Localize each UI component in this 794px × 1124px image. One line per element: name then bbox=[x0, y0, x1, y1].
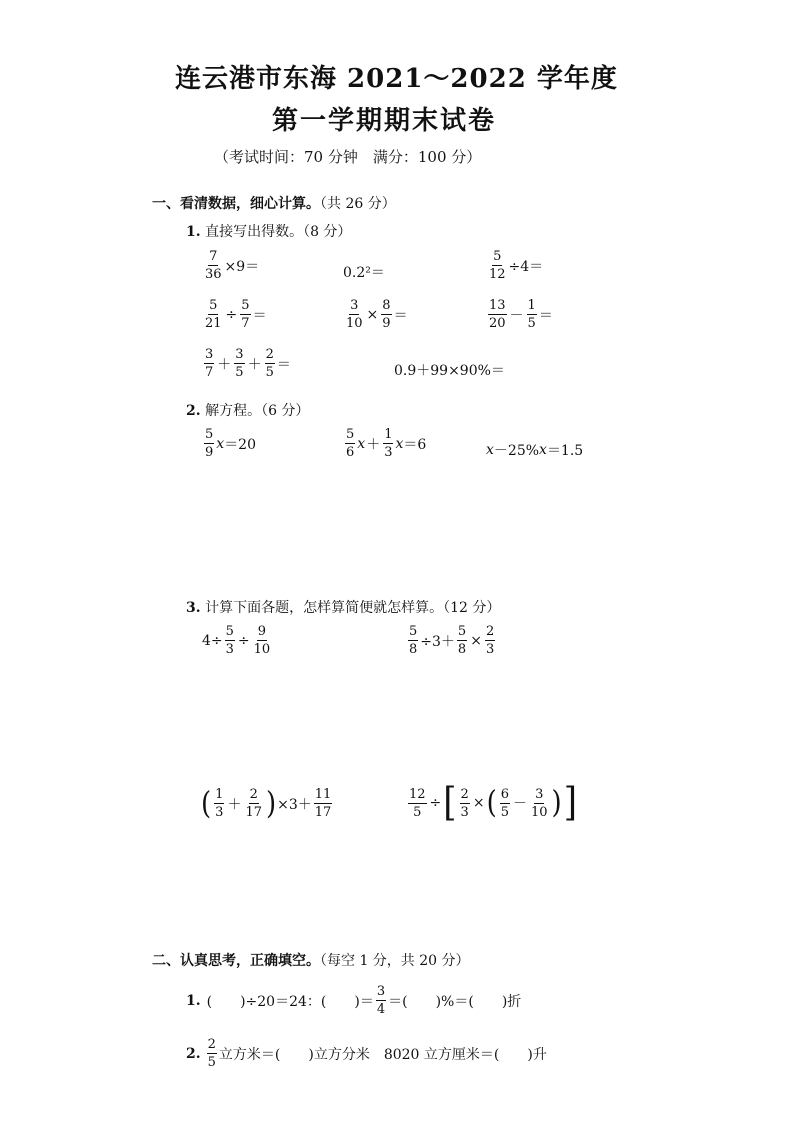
numerator: 2 bbox=[265, 347, 274, 362]
denominator: 5 bbox=[235, 365, 244, 380]
s1-q1-text: 直接写出得数。（8 分） bbox=[205, 224, 352, 240]
s1-q1-number: 1. bbox=[186, 224, 201, 240]
math-text: ÷ bbox=[429, 795, 442, 811]
math-text: ) bbox=[551, 785, 562, 821]
math-text: －25% bbox=[493, 443, 540, 459]
variable: x bbox=[216, 435, 225, 452]
s1-q3-item-c bbox=[200, 785, 334, 822]
s1-q1-item-e bbox=[343, 299, 408, 330]
math-text: ＝1.5 bbox=[546, 443, 584, 459]
denominator: 3 bbox=[485, 642, 495, 657]
math-text: ÷ bbox=[237, 632, 250, 649]
s1-q3-item-a bbox=[202, 625, 273, 656]
numerator: 1 bbox=[384, 427, 393, 442]
math-text: ×3＋ bbox=[277, 796, 312, 813]
fraction bbox=[488, 299, 507, 330]
fraction bbox=[314, 788, 333, 819]
numerator: 2 bbox=[460, 786, 469, 802]
fraction bbox=[500, 788, 510, 819]
s1-q3-prompt bbox=[186, 597, 500, 617]
math-text: × bbox=[366, 306, 379, 323]
math-text: ＋ bbox=[247, 356, 262, 373]
numerator: 3 bbox=[350, 298, 359, 313]
s1-q1-item-f bbox=[486, 299, 553, 330]
fraction bbox=[345, 299, 364, 330]
s1-q2-item-b bbox=[343, 428, 426, 459]
math-text: ＝ bbox=[252, 307, 267, 324]
s1-q3-item-b bbox=[406, 625, 497, 656]
numerator: 5 bbox=[457, 624, 467, 639]
s1-q1-item-a bbox=[202, 250, 259, 281]
math-text: ＝ bbox=[538, 307, 553, 324]
numerator: 1 bbox=[215, 787, 224, 802]
denominator: 9 bbox=[382, 316, 391, 331]
denominator: 9 bbox=[205, 445, 214, 460]
s1-q2-text: 解方程。（6 分） bbox=[205, 403, 310, 419]
variable: x bbox=[357, 435, 366, 452]
math-text: 立方米＝( )立方分米 8020 立方厘米＝( )升 bbox=[218, 1046, 547, 1063]
denominator: 36 bbox=[205, 267, 222, 282]
fraction bbox=[204, 428, 214, 459]
s1-q3-text: 计算下面各题，怎样算简便就怎样算。（12 分） bbox=[205, 600, 501, 616]
numerator: 2 bbox=[485, 624, 495, 639]
fraction bbox=[214, 788, 224, 819]
math-text: ×9＝ bbox=[224, 258, 260, 275]
numerator: 2 bbox=[249, 787, 258, 802]
numerator: 5 bbox=[241, 298, 250, 313]
s1-q1-item-c bbox=[486, 250, 543, 281]
denominator: 5 bbox=[527, 316, 536, 331]
numerator: 9 bbox=[257, 624, 267, 639]
math-text: 0.2²＝ bbox=[343, 265, 385, 281]
exam-title-line2: 第一学期期末试卷 bbox=[272, 106, 497, 136]
fraction bbox=[381, 299, 391, 330]
fraction bbox=[204, 299, 223, 330]
fraction bbox=[485, 625, 495, 656]
numerator: 3 bbox=[205, 347, 214, 362]
denominator: 6 bbox=[346, 445, 355, 460]
denominator: 10 bbox=[531, 804, 548, 820]
numerator: 5 bbox=[225, 624, 234, 639]
fraction bbox=[408, 625, 418, 656]
denominator: 12 bbox=[489, 267, 506, 282]
numerator: 5 bbox=[493, 249, 502, 264]
variable: x bbox=[539, 442, 547, 458]
s1-q2-number: 2. bbox=[186, 403, 201, 419]
denominator: 3 bbox=[384, 445, 393, 460]
math-text: × bbox=[472, 795, 485, 811]
math-text: ÷3＋ bbox=[420, 633, 455, 650]
fraction bbox=[408, 788, 427, 819]
numerator: 5 bbox=[346, 427, 355, 442]
fraction bbox=[265, 348, 275, 379]
fraction bbox=[383, 428, 393, 459]
denominator: 3 bbox=[460, 804, 469, 820]
math-text: ＝( )%＝( )折 bbox=[388, 993, 522, 1010]
s1-q1-item-h bbox=[394, 360, 505, 380]
fraction bbox=[345, 428, 355, 459]
s1-q3-number: 3. bbox=[186, 600, 201, 616]
numerator: 2 bbox=[207, 1037, 216, 1052]
exam-title-line1: 连云港市东海 2021～2022 学年度 bbox=[175, 64, 618, 94]
s1-q2-prompt bbox=[186, 400, 309, 420]
math-text: － bbox=[509, 307, 524, 324]
s1-q2-item-a bbox=[202, 428, 256, 459]
denominator: 5 bbox=[207, 1055, 216, 1070]
s2-q1-number: 1. bbox=[186, 992, 201, 1009]
math-text: 4÷ bbox=[202, 632, 223, 649]
section2-heading bbox=[152, 950, 470, 970]
math-text: － bbox=[513, 796, 527, 812]
math-text: ] bbox=[563, 780, 577, 826]
math-text: ÷4＝ bbox=[508, 258, 544, 275]
denominator: 10 bbox=[253, 642, 271, 657]
s1-q3-item-d bbox=[406, 780, 578, 826]
fraction bbox=[225, 625, 235, 656]
denominator: 10 bbox=[346, 316, 363, 331]
denominator: 3 bbox=[225, 642, 234, 657]
math-text: ＝ bbox=[393, 307, 408, 324]
fraction bbox=[376, 985, 386, 1016]
numerator: 5 bbox=[409, 624, 418, 639]
math-text: [ bbox=[443, 780, 457, 826]
denominator: 17 bbox=[245, 805, 262, 820]
math-text: × bbox=[470, 632, 482, 649]
numerator: 1 bbox=[527, 298, 536, 313]
fraction bbox=[488, 250, 507, 281]
fraction bbox=[253, 625, 272, 656]
denominator: 17 bbox=[314, 805, 332, 820]
exam-subtitle: （考试时间：70 分钟 满分：100 分） bbox=[214, 148, 482, 166]
denominator: 7 bbox=[205, 365, 214, 380]
denominator: 8 bbox=[409, 642, 418, 657]
numerator: 3 bbox=[535, 786, 544, 802]
math-text: ＋ bbox=[217, 356, 232, 373]
denominator: 4 bbox=[376, 1002, 386, 1017]
fraction bbox=[244, 788, 263, 819]
fraction bbox=[240, 299, 250, 330]
fraction bbox=[530, 788, 549, 819]
fraction bbox=[204, 348, 214, 379]
denominator: 20 bbox=[489, 316, 506, 331]
variable: x bbox=[486, 442, 494, 458]
denominator: 7 bbox=[241, 316, 250, 331]
numerator: 6 bbox=[500, 786, 509, 802]
section1-note: （共 26 分） bbox=[320, 196, 396, 212]
fraction bbox=[460, 788, 470, 819]
fraction bbox=[207, 1038, 217, 1069]
variable: x bbox=[395, 435, 404, 452]
math-text: ＋ bbox=[366, 436, 381, 453]
denominator: 5 bbox=[413, 804, 422, 820]
denominator: 5 bbox=[265, 365, 274, 380]
numerator: 5 bbox=[209, 298, 218, 313]
numerator: 13 bbox=[489, 298, 506, 313]
denominator: 21 bbox=[205, 316, 222, 331]
section1-title: 一、看清数据，细心计算。 bbox=[152, 196, 320, 212]
fraction bbox=[457, 625, 467, 656]
math-text: ＋ bbox=[227, 796, 242, 813]
section1-heading bbox=[152, 193, 396, 213]
numerator: 8 bbox=[382, 298, 391, 313]
numerator: 7 bbox=[209, 249, 218, 264]
denominator: 8 bbox=[457, 642, 467, 657]
math-text: ＝ bbox=[276, 356, 291, 373]
numerator: 11 bbox=[314, 787, 332, 802]
denominator: 3 bbox=[215, 805, 224, 820]
s1-q1-prompt bbox=[186, 221, 351, 241]
fraction bbox=[204, 250, 223, 281]
s1-q1-item-g bbox=[202, 348, 291, 379]
math-text: ( bbox=[201, 785, 212, 822]
section2-note: （每空 1 分，共 20 分） bbox=[320, 953, 470, 969]
numerator: 3 bbox=[376, 984, 386, 999]
numerator: 3 bbox=[235, 347, 244, 362]
s1-q1-item-d bbox=[202, 299, 267, 330]
numerator: 5 bbox=[205, 427, 214, 442]
s1-q2-item-c bbox=[486, 440, 583, 460]
fraction bbox=[234, 348, 244, 379]
s2-q2 bbox=[186, 1038, 547, 1069]
denominator: 5 bbox=[500, 804, 509, 820]
math-text: ＝20 bbox=[224, 436, 257, 453]
fraction bbox=[527, 299, 537, 330]
math-text: ÷ bbox=[225, 306, 238, 323]
s2-q2-number: 2. bbox=[186, 1045, 201, 1062]
math-text: 0.9＋99×90%＝ bbox=[394, 363, 505, 379]
math-text: ( bbox=[486, 785, 497, 821]
math-text: ) bbox=[265, 785, 277, 822]
math-text: ＝6 bbox=[403, 436, 427, 453]
s2-q1 bbox=[186, 985, 521, 1016]
math-text: ( )÷20＝24：( )＝ bbox=[206, 993, 374, 1010]
s1-q1-item-b bbox=[343, 262, 385, 282]
numerator: 12 bbox=[409, 786, 426, 802]
section2-title: 二、认真思考，正确填空。 bbox=[152, 953, 320, 969]
